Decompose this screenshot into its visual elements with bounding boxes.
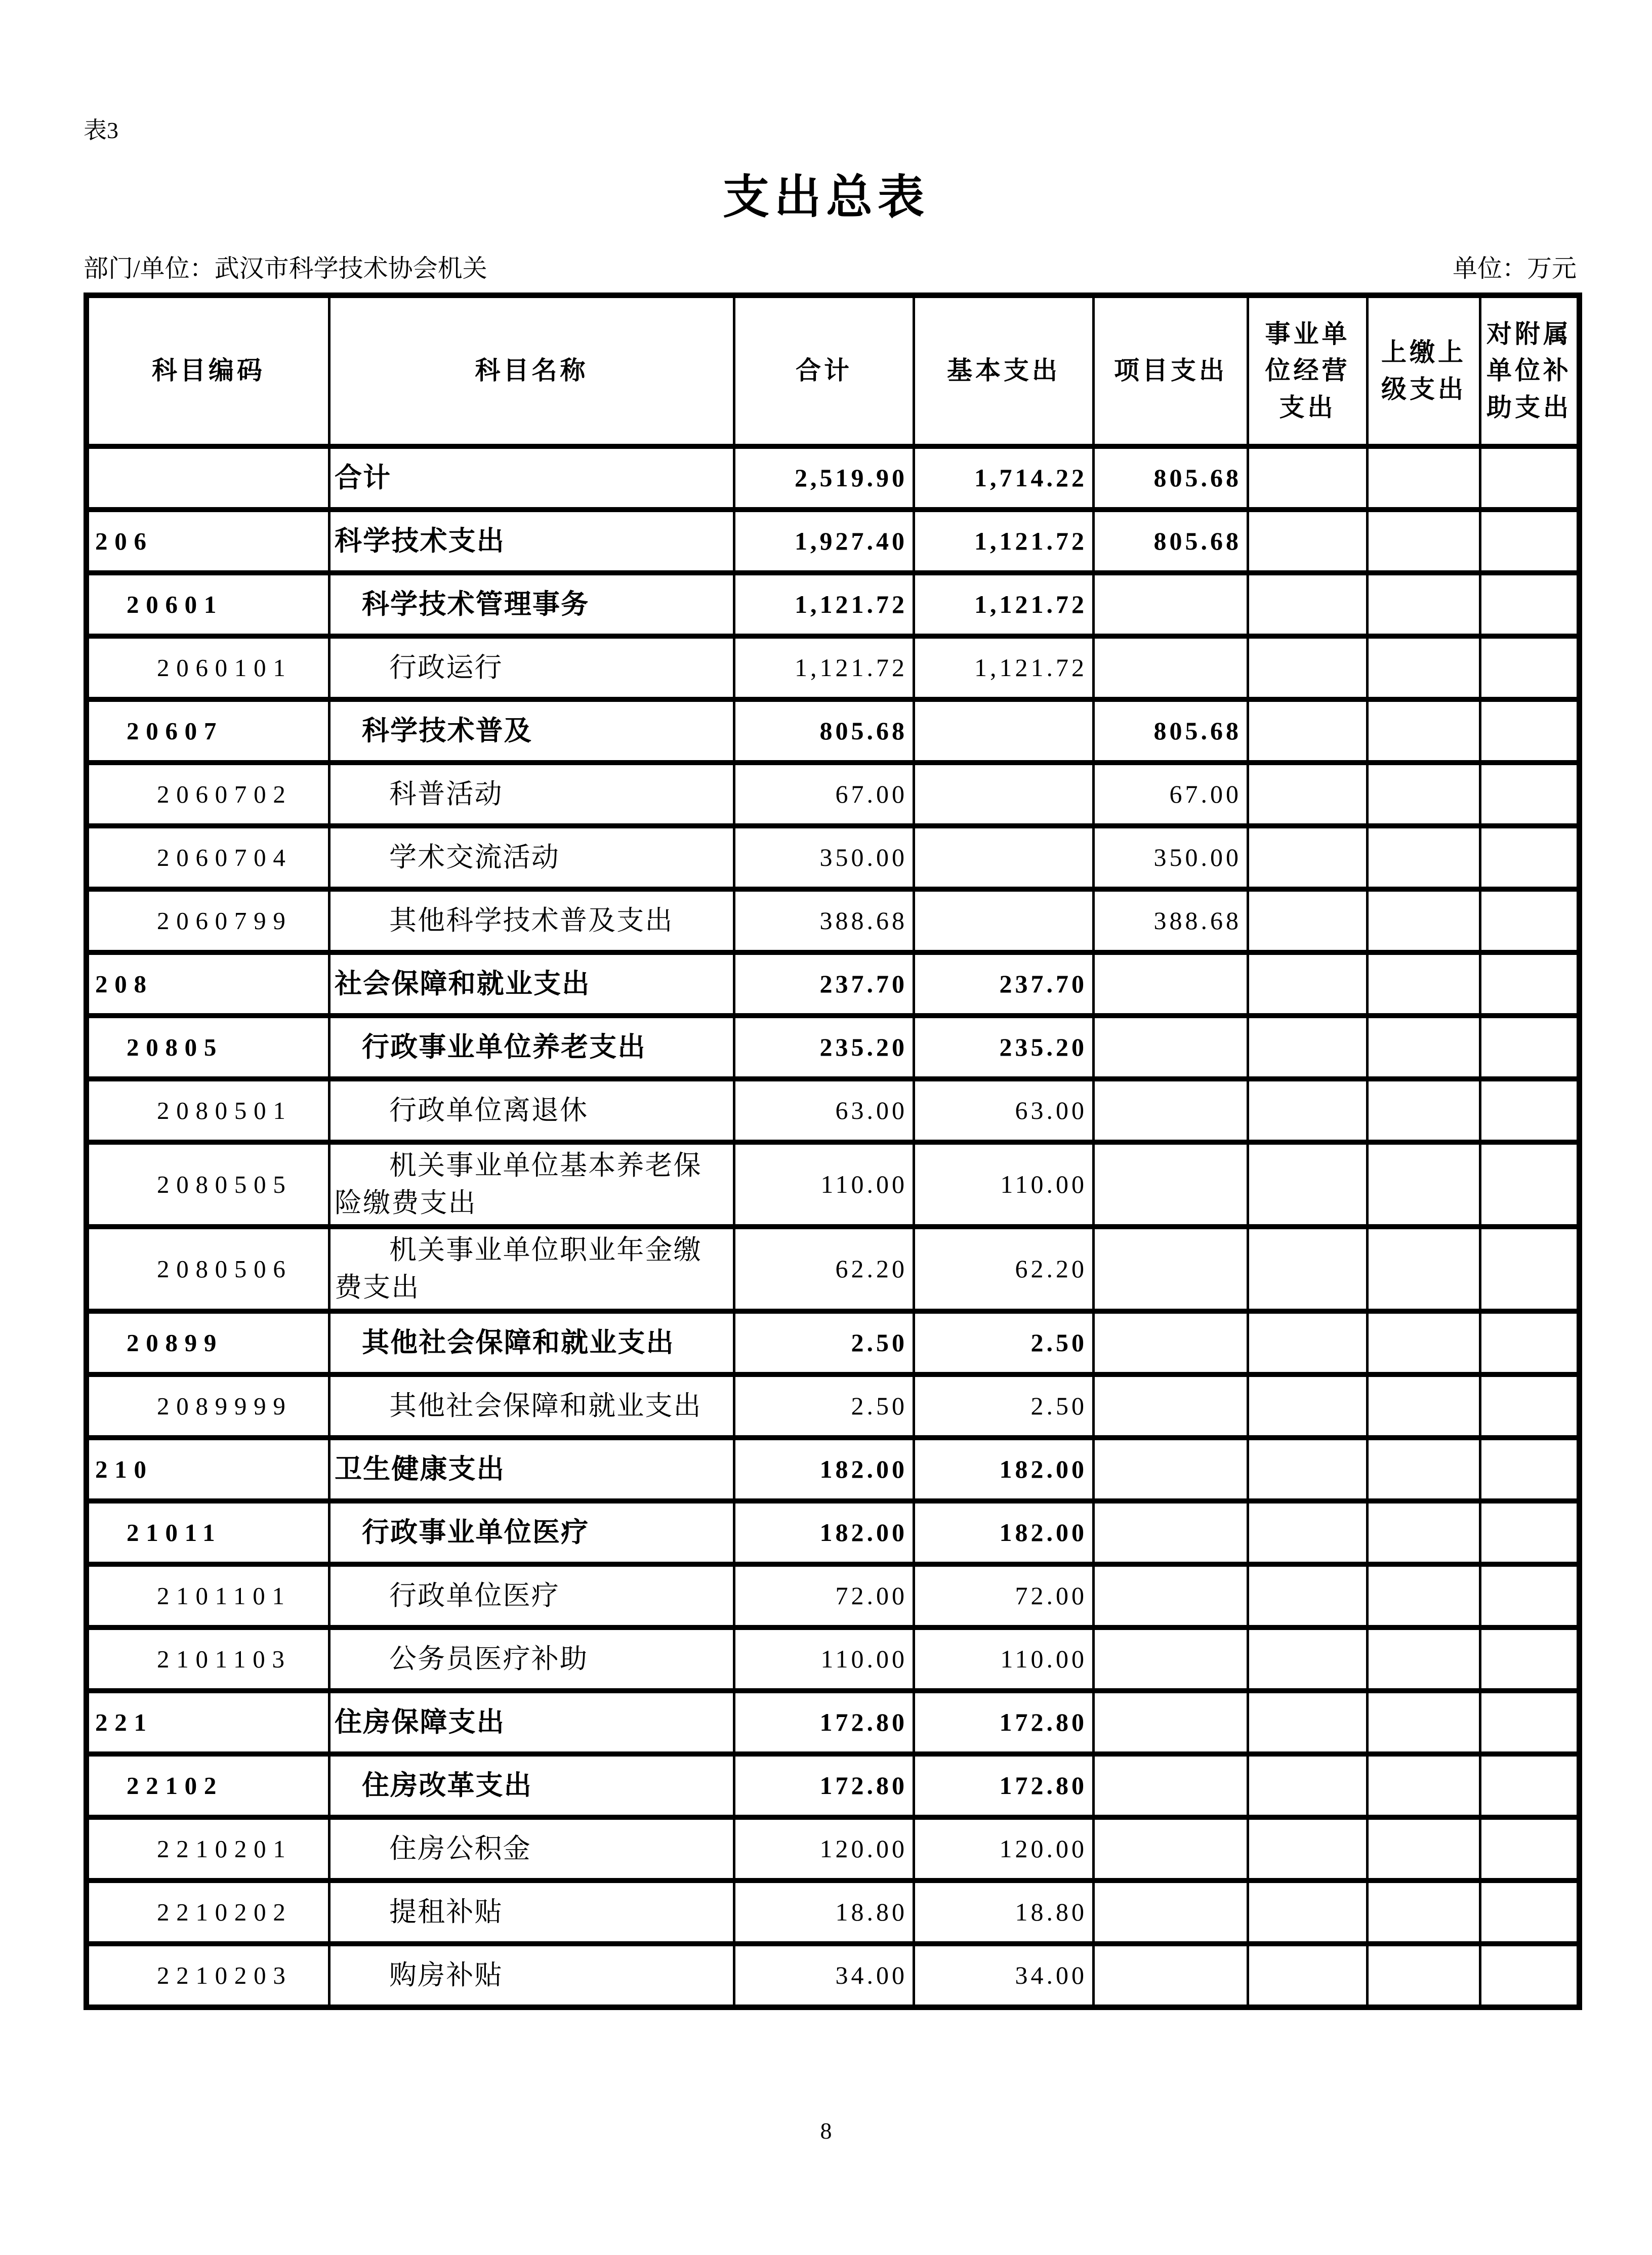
cell-payment-to-higher-level — [1368, 1079, 1480, 1142]
cell-payment-to-higher-level — [1368, 763, 1480, 826]
cell-subject-name: 卫生健康支出 — [329, 1438, 734, 1501]
cell-total: 350.00 — [734, 826, 914, 889]
cell-business-unit-operating-expenditure — [1248, 826, 1368, 889]
cell-business-unit-operating-expenditure — [1248, 1754, 1368, 1817]
meta-row — [84, 253, 1577, 284]
cell-basic-expenditure — [914, 826, 1094, 889]
cell-project-expenditure — [1094, 1227, 1248, 1311]
cell-basic-expenditure: 182.00 — [914, 1501, 1094, 1564]
cell-business-unit-operating-expenditure — [1248, 699, 1368, 763]
cell-business-unit-operating-expenditure — [1248, 636, 1368, 699]
cell-basic-expenditure: 182.00 — [914, 1438, 1094, 1501]
cell-project-expenditure — [1094, 1142, 1248, 1227]
cell-business-unit-operating-expenditure — [1248, 1438, 1368, 1501]
cell-subsidy-to-affiliated-units — [1480, 763, 1580, 826]
cell-subject-code: 2101103 — [87, 1627, 329, 1691]
cell-basic-expenditure: 235.20 — [914, 1016, 1094, 1079]
column-header-total: 合计 — [734, 295, 914, 446]
cell-subject-code: 206 — [87, 510, 329, 573]
cell-payment-to-higher-level — [1368, 1142, 1480, 1227]
cell-basic-expenditure: 1,121.72 — [914, 636, 1094, 699]
cell-subsidy-to-affiliated-units — [1480, 889, 1580, 952]
cell-payment-to-higher-level — [1368, 1754, 1480, 1817]
cell-subject-name: 住房改革支出 — [329, 1754, 734, 1817]
cell-payment-to-higher-level — [1368, 1691, 1480, 1754]
cell-subject-code: 2210201 — [87, 1817, 329, 1881]
cell-basic-expenditure: 62.20 — [914, 1227, 1094, 1311]
cell-subject-name: 科学技术支出 — [329, 510, 734, 573]
cell-total: 388.68 — [734, 889, 914, 952]
cell-basic-expenditure: 110.00 — [914, 1627, 1094, 1691]
table-row — [87, 636, 1580, 699]
cell-subject-code: 2060704 — [87, 826, 329, 889]
table-row — [87, 1627, 1580, 1691]
table-row — [87, 1311, 1580, 1374]
column-header-subject-code: 科目编码 — [87, 295, 329, 446]
cell-basic-expenditure: 34.00 — [914, 1944, 1094, 2008]
table-row — [87, 889, 1580, 952]
cell-subject-code: 2060702 — [87, 763, 329, 826]
cell-subject-code: 20899 — [87, 1311, 329, 1374]
cell-business-unit-operating-expenditure — [1248, 763, 1368, 826]
cell-business-unit-operating-expenditure — [1248, 952, 1368, 1016]
cell-project-expenditure — [1094, 636, 1248, 699]
cell-total: 34.00 — [734, 1944, 914, 2008]
cell-subject-code: 2060799 — [87, 889, 329, 952]
cell-subsidy-to-affiliated-units — [1480, 1374, 1580, 1438]
cell-subsidy-to-affiliated-units — [1480, 1944, 1580, 2008]
document-page — [0, 117, 1652, 2144]
cell-subject-name: 科学技术普及 — [329, 699, 734, 763]
cell-subject-name: 住房公积金 — [329, 1817, 734, 1881]
cell-subject-code: 208 — [87, 952, 329, 1016]
cell-total: 18.80 — [734, 1881, 914, 1944]
cell-subject-name: 行政事业单位养老支出 — [329, 1016, 734, 1079]
cell-subject-name: 购房补贴 — [329, 1944, 734, 2008]
cell-total: 805.68 — [734, 699, 914, 763]
table-row — [87, 1438, 1580, 1501]
cell-project-expenditure: 805.68 — [1094, 510, 1248, 573]
cell-payment-to-higher-level — [1368, 889, 1480, 952]
cell-subject-name: 公务员医疗补助 — [329, 1627, 734, 1691]
expenditure-table — [84, 293, 1582, 2010]
cell-subsidy-to-affiliated-units — [1480, 1501, 1580, 1564]
cell-basic-expenditure: 18.80 — [914, 1881, 1094, 1944]
cell-subject-code: 2060101 — [87, 636, 329, 699]
cell-subject-name: 行政事业单位医疗 — [329, 1501, 734, 1564]
cell-business-unit-operating-expenditure — [1248, 1944, 1368, 2008]
cell-subject-code: 20607 — [87, 699, 329, 763]
cell-subject-code: 2080506 — [87, 1227, 329, 1311]
table-header — [87, 295, 1580, 446]
cell-business-unit-operating-expenditure — [1248, 1016, 1368, 1079]
cell-payment-to-higher-level — [1368, 1501, 1480, 1564]
cell-subject-name: 行政单位离退休 — [329, 1079, 734, 1142]
cell-business-unit-operating-expenditure — [1248, 1817, 1368, 1881]
cell-basic-expenditure: 172.80 — [914, 1754, 1094, 1817]
cell-total: 2,519.90 — [734, 446, 914, 510]
cell-payment-to-higher-level — [1368, 1944, 1480, 2008]
cell-payment-to-higher-level — [1368, 1881, 1480, 1944]
cell-total: 2.50 — [734, 1374, 914, 1438]
cell-business-unit-operating-expenditure — [1248, 1691, 1368, 1754]
cell-project-expenditure — [1094, 1817, 1248, 1881]
table-row — [87, 699, 1580, 763]
cell-basic-expenditure: 72.00 — [914, 1564, 1094, 1627]
table-row — [87, 1817, 1580, 1881]
cell-payment-to-higher-level — [1368, 510, 1480, 573]
table-row — [87, 446, 1580, 510]
page-number: 8 — [820, 2117, 832, 2144]
cell-payment-to-higher-level — [1368, 1374, 1480, 1438]
cell-subject-name: 行政单位医疗 — [329, 1564, 734, 1627]
cell-subject-code: 2210203 — [87, 1944, 329, 2008]
cell-payment-to-higher-level — [1368, 573, 1480, 636]
cell-subject-code: 20805 — [87, 1016, 329, 1079]
cell-subject-name: 其他社会保障和就业支出 — [329, 1311, 734, 1374]
cell-total: 182.00 — [734, 1501, 914, 1564]
cell-basic-expenditure: 172.80 — [914, 1691, 1094, 1754]
cell-subsidy-to-affiliated-units — [1480, 699, 1580, 763]
header-row — [87, 295, 1580, 446]
table-row — [87, 1944, 1580, 2008]
cell-business-unit-operating-expenditure — [1248, 1227, 1368, 1311]
cell-business-unit-operating-expenditure — [1248, 1079, 1368, 1142]
cell-payment-to-higher-level — [1368, 699, 1480, 763]
table-row — [87, 1016, 1580, 1079]
cell-basic-expenditure: 1,121.72 — [914, 510, 1094, 573]
cell-total: 1,121.72 — [734, 573, 914, 636]
cell-project-expenditure — [1094, 1079, 1248, 1142]
table-row — [87, 573, 1580, 636]
cell-total: 182.00 — [734, 1438, 914, 1501]
cell-project-expenditure — [1094, 1016, 1248, 1079]
table-row — [87, 510, 1580, 573]
cell-subsidy-to-affiliated-units — [1480, 573, 1580, 636]
cell-subsidy-to-affiliated-units — [1480, 1817, 1580, 1881]
column-header-basic-expenditure: 基本支出 — [914, 295, 1094, 446]
table-row — [87, 952, 1580, 1016]
cell-subsidy-to-affiliated-units — [1480, 1754, 1580, 1817]
cell-payment-to-higher-level — [1368, 826, 1480, 889]
cell-total: 110.00 — [734, 1627, 914, 1691]
table-row — [87, 1881, 1580, 1944]
cell-total: 1,121.72 — [734, 636, 914, 699]
table-row — [87, 1564, 1580, 1627]
cell-business-unit-operating-expenditure — [1248, 1881, 1368, 1944]
cell-project-expenditure: 805.68 — [1094, 446, 1248, 510]
cell-subject-code: 21011 — [87, 1501, 329, 1564]
cell-subsidy-to-affiliated-units — [1480, 952, 1580, 1016]
cell-basic-expenditure — [914, 763, 1094, 826]
cell-basic-expenditure — [914, 699, 1094, 763]
cell-total: 62.20 — [734, 1227, 914, 1311]
cell-subject-code: 2101101 — [87, 1564, 329, 1627]
cell-total: 2.50 — [734, 1311, 914, 1374]
table-row — [87, 1227, 1580, 1311]
cell-subject-code — [87, 446, 329, 510]
cell-subject-code: 2210202 — [87, 1881, 329, 1944]
cell-project-expenditure — [1094, 1691, 1248, 1754]
cell-payment-to-higher-level — [1368, 446, 1480, 510]
cell-subject-name: 机关事业单位职业年金缴费支出 — [329, 1227, 734, 1311]
cell-basic-expenditure — [914, 889, 1094, 952]
cell-subject-code: 22102 — [87, 1754, 329, 1817]
table-row — [87, 1142, 1580, 1227]
cell-business-unit-operating-expenditure — [1248, 573, 1368, 636]
cell-subsidy-to-affiliated-units — [1480, 1311, 1580, 1374]
cell-project-expenditure — [1094, 1627, 1248, 1691]
cell-subsidy-to-affiliated-units — [1480, 1438, 1580, 1501]
cell-subject-name: 合计 — [329, 446, 734, 510]
cell-business-unit-operating-expenditure — [1248, 1627, 1368, 1691]
cell-subject-code: 221 — [87, 1691, 329, 1754]
department-label: 部门/单位：武汉市科学技术协会机关 — [84, 255, 487, 283]
cell-basic-expenditure: 2.50 — [914, 1374, 1094, 1438]
cell-total: 63.00 — [734, 1079, 914, 1142]
page-title: 支出总表 — [722, 171, 929, 223]
cell-subsidy-to-affiliated-units — [1480, 1016, 1580, 1079]
cell-project-expenditure — [1094, 1501, 1248, 1564]
cell-payment-to-higher-level — [1368, 1227, 1480, 1311]
cell-payment-to-higher-level — [1368, 636, 1480, 699]
cell-subsidy-to-affiliated-units — [1480, 510, 1580, 573]
cell-total: 72.00 — [734, 1564, 914, 1627]
unit-label: 单位：万元 — [1452, 255, 1577, 283]
cell-payment-to-higher-level — [1368, 1438, 1480, 1501]
cell-total: 120.00 — [734, 1817, 914, 1881]
cell-business-unit-operating-expenditure — [1248, 446, 1368, 510]
cell-business-unit-operating-expenditure — [1248, 1564, 1368, 1627]
cell-business-unit-operating-expenditure — [1248, 1501, 1368, 1564]
cell-subject-name: 提租补贴 — [329, 1881, 734, 1944]
cell-subsidy-to-affiliated-units — [1480, 1691, 1580, 1754]
column-header-subject-name: 科目名称 — [329, 295, 734, 446]
cell-total: 1,927.40 — [734, 510, 914, 573]
cell-business-unit-operating-expenditure — [1248, 1142, 1368, 1227]
cell-total: 237.70 — [734, 952, 914, 1016]
table-row — [87, 1374, 1580, 1438]
cell-total: 172.80 — [734, 1691, 914, 1754]
cell-basic-expenditure: 1,714.22 — [914, 446, 1094, 510]
column-header-business-unit-operating-expenditure: 事业单位经营支出 — [1248, 295, 1368, 446]
cell-subject-name: 社会保障和就业支出 — [329, 952, 734, 1016]
cell-basic-expenditure: 237.70 — [914, 952, 1094, 1016]
cell-project-expenditure: 805.68 — [1094, 699, 1248, 763]
cell-subject-code: 20601 — [87, 573, 329, 636]
table-row — [87, 763, 1580, 826]
cell-total: 110.00 — [734, 1142, 914, 1227]
cell-project-expenditure — [1094, 1374, 1248, 1438]
cell-subject-code: 2080501 — [87, 1079, 329, 1142]
table-row — [87, 1754, 1580, 1817]
cell-payment-to-higher-level — [1368, 1311, 1480, 1374]
cell-subject-name: 其他社会保障和就业支出 — [329, 1374, 734, 1438]
table-row — [87, 1501, 1580, 1564]
table-row — [87, 826, 1580, 889]
cell-project-expenditure — [1094, 1438, 1248, 1501]
cell-project-expenditure — [1094, 1944, 1248, 2008]
column-header-payment-to-higher-level: 上缴上级支出 — [1368, 295, 1480, 446]
cell-business-unit-operating-expenditure — [1248, 1311, 1368, 1374]
cell-subsidy-to-affiliated-units — [1480, 826, 1580, 889]
cell-subject-name: 学术交流活动 — [329, 826, 734, 889]
cell-payment-to-higher-level — [1368, 952, 1480, 1016]
cell-business-unit-operating-expenditure — [1248, 889, 1368, 952]
cell-payment-to-higher-level — [1368, 1817, 1480, 1881]
cell-basic-expenditure: 110.00 — [914, 1142, 1094, 1227]
table-row — [87, 1079, 1580, 1142]
cell-payment-to-higher-level — [1368, 1016, 1480, 1079]
cell-subject-name: 科普活动 — [329, 763, 734, 826]
cell-subsidy-to-affiliated-units — [1480, 636, 1580, 699]
cell-subject-name: 行政运行 — [329, 636, 734, 699]
column-header-project-expenditure: 项目支出 — [1094, 295, 1248, 446]
cell-project-expenditure — [1094, 1311, 1248, 1374]
cell-basic-expenditure: 2.50 — [914, 1311, 1094, 1374]
table-body — [87, 446, 1580, 2008]
cell-payment-to-higher-level — [1368, 1627, 1480, 1691]
cell-business-unit-operating-expenditure — [1248, 510, 1368, 573]
cell-project-expenditure — [1094, 573, 1248, 636]
cell-subsidy-to-affiliated-units — [1480, 1881, 1580, 1944]
cell-subsidy-to-affiliated-units — [1480, 1079, 1580, 1142]
cell-subject-code: 210 — [87, 1438, 329, 1501]
cell-project-expenditure — [1094, 952, 1248, 1016]
cell-subject-name: 住房保障支出 — [329, 1691, 734, 1754]
cell-payment-to-higher-level — [1368, 1564, 1480, 1627]
table-number-label: 表3 — [84, 117, 118, 143]
cell-subsidy-to-affiliated-units — [1480, 446, 1580, 510]
cell-total: 67.00 — [734, 763, 914, 826]
cell-subject-code: 2089999 — [87, 1374, 329, 1438]
cell-subject-name: 其他科学技术普及支出 — [329, 889, 734, 952]
cell-subject-name: 科学技术管理事务 — [329, 573, 734, 636]
cell-basic-expenditure: 1,121.72 — [914, 573, 1094, 636]
cell-project-expenditure: 67.00 — [1094, 763, 1248, 826]
cell-subsidy-to-affiliated-units — [1480, 1564, 1580, 1627]
cell-subject-code: 2080505 — [87, 1142, 329, 1227]
cell-total: 235.20 — [734, 1016, 914, 1079]
table-row — [87, 1691, 1580, 1754]
cell-project-expenditure: 350.00 — [1094, 826, 1248, 889]
cell-subsidy-to-affiliated-units — [1480, 1142, 1580, 1227]
cell-project-expenditure: 388.68 — [1094, 889, 1248, 952]
cell-subsidy-to-affiliated-units — [1480, 1627, 1580, 1691]
cell-subject-name: 机关事业单位基本养老保险缴费支出 — [329, 1142, 734, 1227]
cell-project-expenditure — [1094, 1754, 1248, 1817]
cell-total: 172.80 — [734, 1754, 914, 1817]
cell-project-expenditure — [1094, 1881, 1248, 1944]
cell-basic-expenditure: 63.00 — [914, 1079, 1094, 1142]
cell-basic-expenditure: 120.00 — [914, 1817, 1094, 1881]
column-header-subsidy-to-affiliated-units: 对附属单位补助支出 — [1480, 295, 1580, 446]
cell-subsidy-to-affiliated-units — [1480, 1227, 1580, 1311]
cell-business-unit-operating-expenditure — [1248, 1374, 1368, 1438]
cell-project-expenditure — [1094, 1564, 1248, 1627]
